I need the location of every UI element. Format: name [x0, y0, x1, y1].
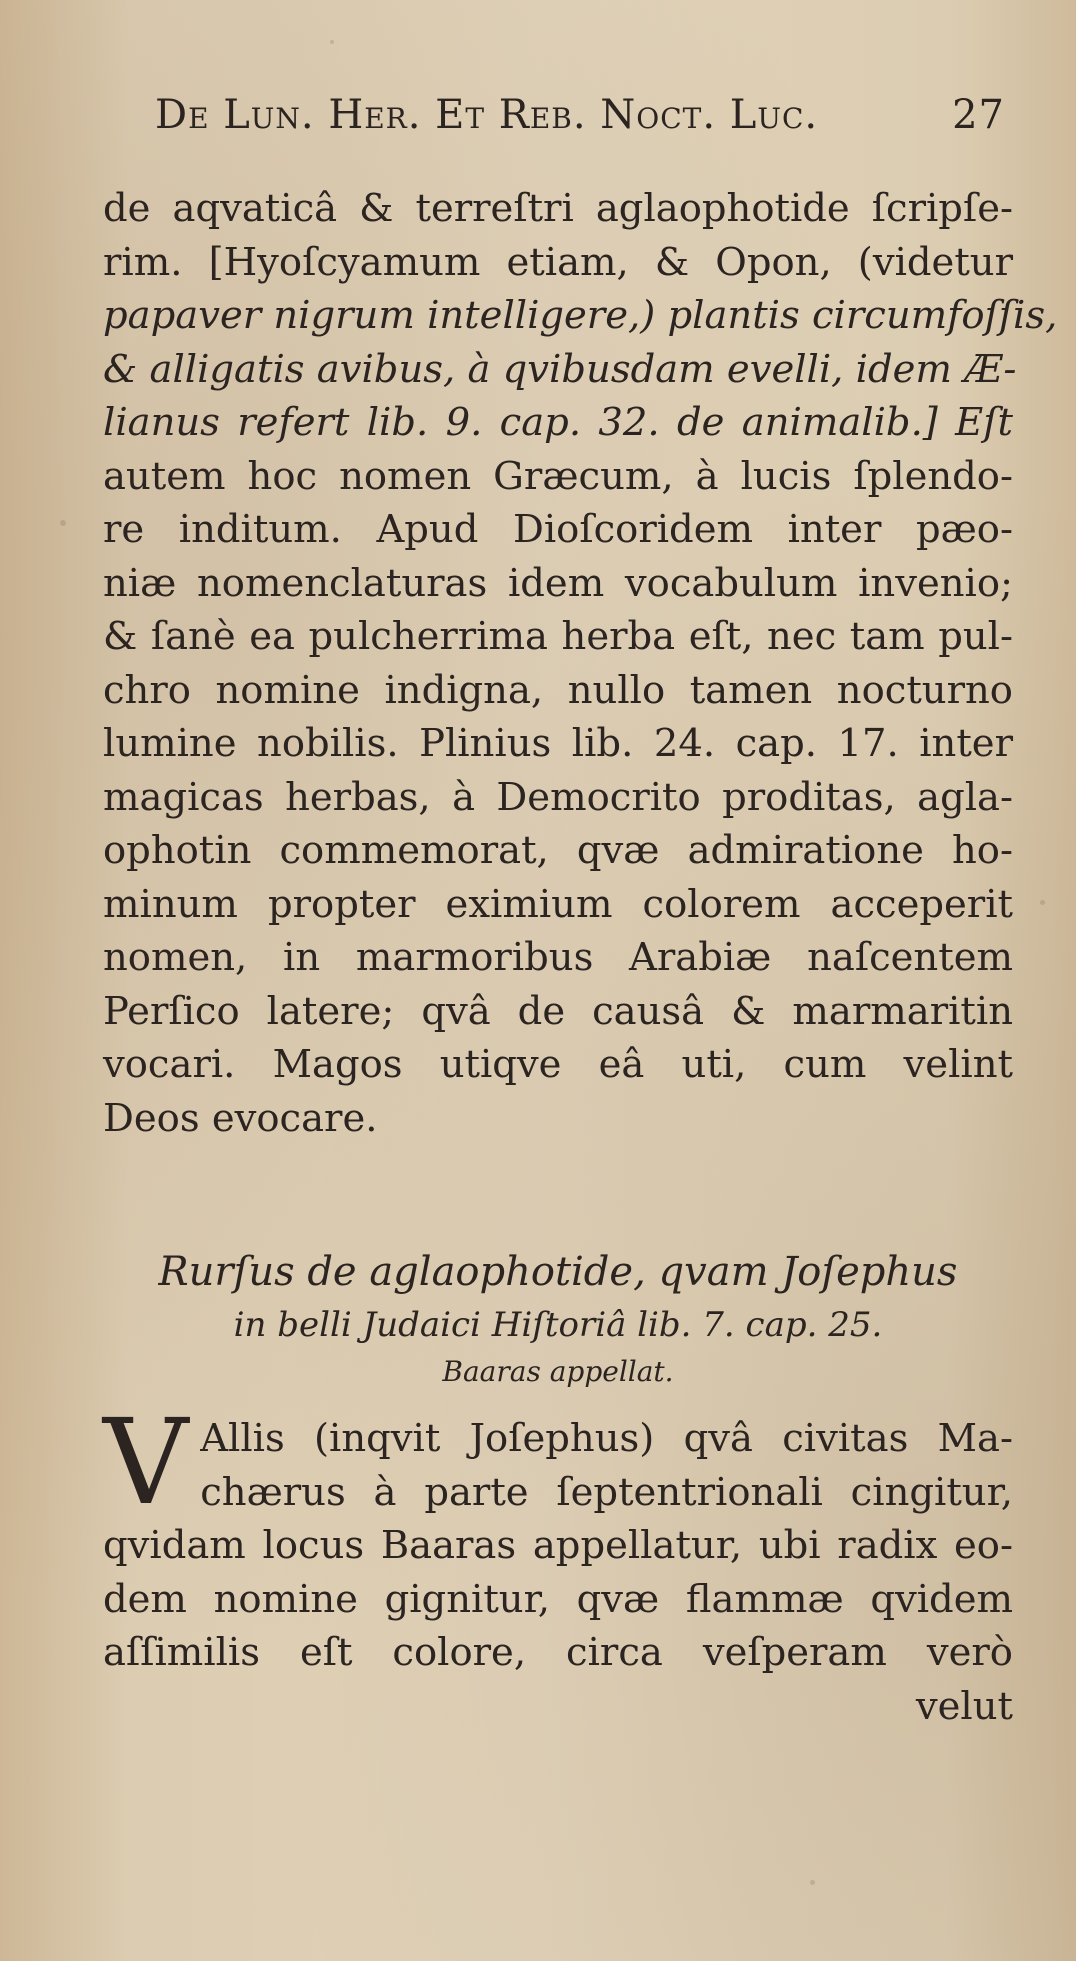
text-line: & ſanè ea pulcherrima herba eſt, nec tam pul-: [103, 614, 1013, 659]
running-head-title: De Lun. Her. Et Reb. Noct. Luc.: [155, 92, 819, 138]
text-line: minum propter eximium colorem acceperit: [103, 881, 1013, 927]
section-heading: [103, 1245, 1013, 1394]
text-line: ophotin commemorat, qvæ admiratione ho-: [103, 828, 1013, 873]
text-line: lumine nobilis. Plinius lib. 24. cap. 17. inter: [103, 721, 1013, 766]
text-line: & alligatis avibus, à qvibusdam evelli, idem Æ-: [103, 346, 1017, 392]
section-heading-line: in belli Judaici Hiſtoriâ lib. 7. cap. 25.: [233, 1305, 883, 1345]
text-line: vocari. Magos utiqve eâ uti, cum velint: [103, 1042, 1013, 1087]
paper-speck: [60, 520, 66, 526]
catchword: velut: [915, 1683, 1013, 1729]
paper-speck: [810, 1880, 815, 1885]
body-paragraph: [103, 182, 1058, 1145]
text-line: qvidam locus Baaras appellatur, ubi radix eo-: [103, 1523, 1013, 1568]
chapter-paragraph: [103, 1393, 1013, 1733]
text-line: nomen, in marmoribus Arabiæ naſcentem: [103, 935, 1013, 980]
page-number: 27: [952, 92, 1005, 138]
section-heading-line: Baaras appellat.: [442, 1355, 674, 1388]
paper-speck: [1040, 900, 1045, 905]
text-line: aſſimilis eſt colore, circa veſperam verò: [103, 1630, 1013, 1675]
drop-cap: V: [103, 1393, 189, 1531]
text-line: niæ nomenclaturas idem vocabulum invenio;: [103, 560, 1013, 606]
text-line: de aqvaticâ & terreſtri aglaophotide ſcripſe-: [103, 186, 1013, 231]
text-line: magicas herbas, à Democrito proditas, agla-: [103, 774, 1013, 820]
paper-speck: [330, 40, 334, 44]
text-line: autem hoc nomen Græcum, à lucis ſplendo-: [103, 453, 1013, 499]
text-line: chro nomine indigna, nullo tamen nocturno: [103, 667, 1013, 713]
text-line: rim. [Hyoſcyamum etiam, & Opon, (videtur: [103, 239, 1013, 285]
text-line: chærus à parte ſeptentrionali cingitur,: [200, 1469, 1013, 1515]
text-line: dem nomine gignitur, qvæ flammæ qvidem: [103, 1576, 1013, 1622]
text-line: lianus refert lib. 9. cap. 32. de animalib.] Eſt: [103, 400, 1013, 445]
text-line: Perſico latere; qvâ de causâ & marmaritin: [103, 988, 1013, 1034]
text-line: Deos evocare.: [103, 1095, 378, 1141]
text-line: re inditum. Apud Dioſcoridem inter pæo-: [103, 507, 1013, 552]
text-line: Allis (inqvit Joſephus) qvâ civitas Ma-: [200, 1416, 1013, 1461]
section-heading-line: Rurſus de aglaophotide, qvam Joſephus: [158, 1249, 958, 1295]
text-line: papaver nigrum intelligere,) plantis circumfoſſis,: [103, 293, 1058, 338]
running-head: [155, 92, 1005, 138]
